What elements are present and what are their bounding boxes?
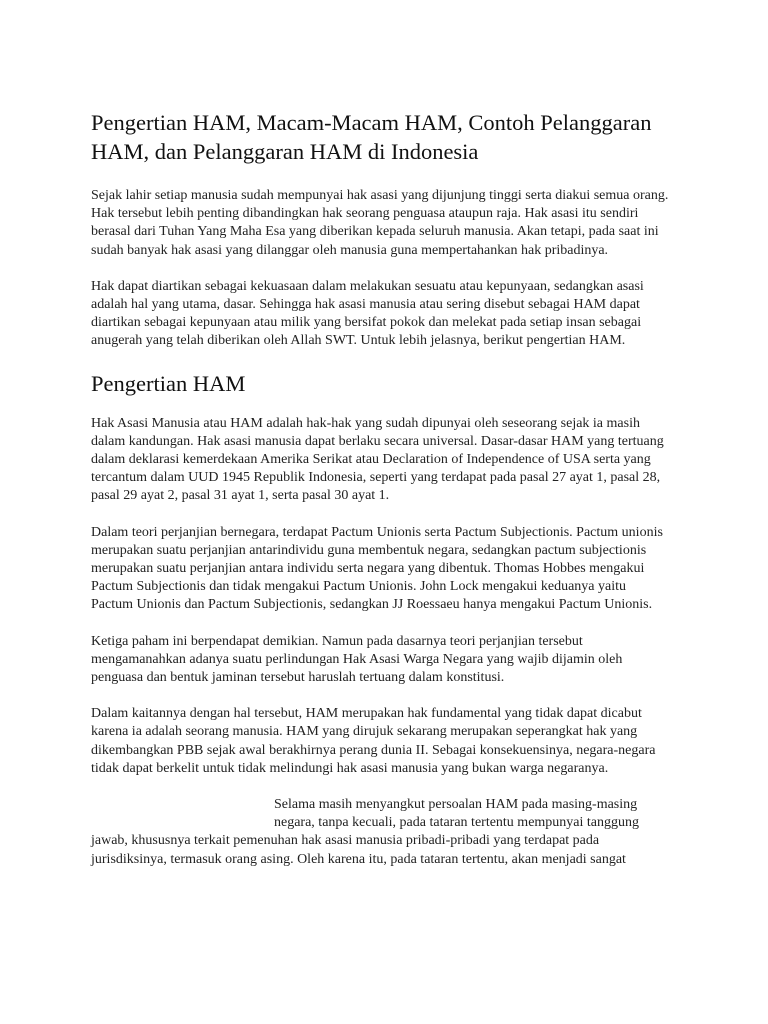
document-page bbox=[91, 108, 671, 869]
section-paragraph-3: Ketiga paham ini berpendapat demikian. Namun pada dasarnya teori perjanjian tersebut mengamanahkan adanya suatu perlindungan Hak Asasi Warga Negara yang wajib dijamin oleh penguasa dan bentuk jaminan tersebut haruslah tertuang dalam konstitusi. bbox=[91, 633, 623, 686]
paragraph-line: jurisdiksinya, termasuk orang asing. Oleh karena itu, pada tataran tertentu, akan menjadi sangat bbox=[91, 851, 626, 867]
paragraph-line: Selama masih menyangkut persoalan HAM pada masing-masing bbox=[274, 797, 638, 813]
section-paragraph-4: Dalam kaitannya dengan hal tersebut, HAM merupakan hak fundamental yang tidak dapat dicabut karena ia adalah seorang manusia. HAM yang dirujuk sekarang merupakan seperangkat hak yang dikembangkan PBB sejak awal berakhirnya perang dunia II. Sebagai konsekuensinya, negara-negara tidak dapat berkelit untuk tidak melindungi hak asasi manusia yang bukan warga negaranya. bbox=[91, 706, 656, 776]
document-title: Pengertian HAM, Macam-Macam HAM, Contoh Pelanggaran HAM, dan Pelanggaran HAM di Indonesia bbox=[91, 110, 652, 164]
intro-paragraph-1: Sejak lahir setiap manusia sudah mempunyai hak asasi yang dijunjung tinggi serta diakui semua orang. Hak tersebut lebih penting dibandingkan hak seorang penguasa ataupun raja. Hak asasi itu sendiri berasal dari Tuhan Yang Maha Esa yang diberikan kepada seluruh manusia. Akan tetapi, pada saat ini sudah banyak hak asasi yang dilanggar oleh manusia guna mempertahankan hak pribadinya. bbox=[91, 188, 669, 258]
section-heading: Pengertian HAM bbox=[91, 370, 246, 396]
section-paragraph-5 bbox=[91, 796, 671, 869]
paragraph-line: jawab, khususnya terkait pemenuhan hak asasi manusia pribadi-pribadi yang terdapat pada bbox=[91, 833, 600, 849]
section-paragraph-2: Dalam teori perjanjian bernegara, terdapat Pactum Unionis serta Pactum Subjectionis. Pactum unionis merupakan suatu perjanjian antarindividu guna membentuk negara, sedangkan pactum subjectionis merupakan suatu perjanjian antara individu serta negara yang dibentuk. Thomas Hobbes mengakui Pactum Subjectionis dan tidak mengakui Pactum Unionis. John Lock mengakui keduanya yaitu Pactum Unionis dan Pactum Subjectionis, sedangkan JJ Roessaeu hanya mengakui Pactum Unionis. bbox=[91, 524, 663, 613]
paragraph-line: negara, tanpa kecuali, pada tataran tertentu mempunyai tanggung bbox=[274, 815, 640, 831]
intro-paragraph-2: Hak dapat diartikan sebagai kekuasaan dalam melakukan sesuatu atau kepunyaan, sedangkan asasi adalah hal yang utama, dasar. Sehingga hak asasi manusia atau sering disebut sebagai HAM dapat diartikan sebagai kepunyaan atau milik yang bersifat pokok dan melekat pada setiap insan sebagai anugerah yang telah diberikan oleh Allah SWT. Untuk lebih jelasnya, berikut pengertian HAM. bbox=[91, 278, 644, 349]
section-paragraph-1: Hak Asasi Manusia atau HAM adalah hak-hak yang sudah dipunyai oleh seseorang sejak ia masih dalam kandungan. Hak asasi manusia dapat berlaku secara universal. Dasar-dasar HAM yang tertuang dalam deklarasi kemerdekaan Amerika Serikat atau Declaration of Independence of USA serta yang tercantum dalam UUD 1945 Republik Indonesia, seperti yang terdapat pada pasal 27 ayat 1, pasal 28, pasal 29 ayat 2, pasal 31 ayat 1, serta pasal 30 ayat 1. bbox=[91, 415, 664, 504]
